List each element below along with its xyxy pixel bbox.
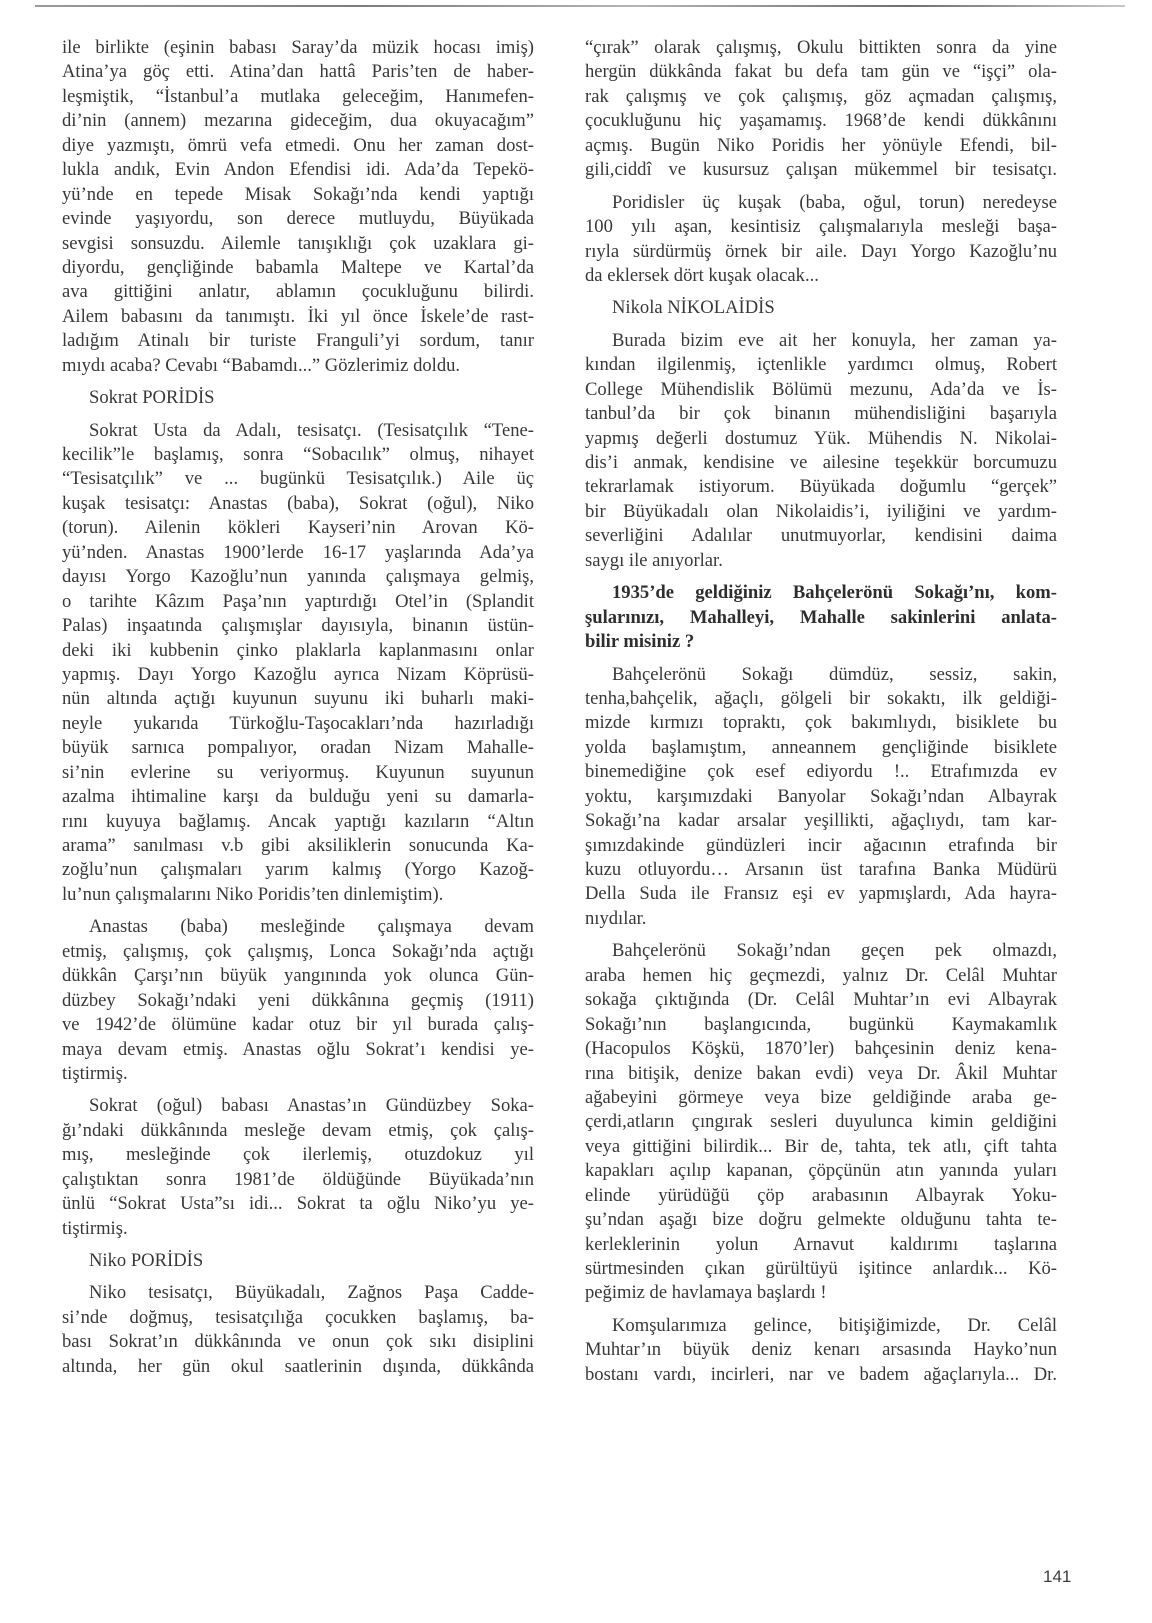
text-line: yolda başlamıştım, anneannem gençliğinde bisiklete xyxy=(585,736,1057,758)
paragraph-sokrat-ogul xyxy=(62,1094,534,1241)
text-line: şımızdakinde gündüzleri incir ağacının etrafında bir xyxy=(585,834,1057,856)
heading-text: Nikola NİKOLAİDİS xyxy=(612,297,775,319)
text-line: düzbey Sokağı’ndaki yeni dükkânına geçmiş (1911) xyxy=(62,989,534,1011)
paragraph-poridisler xyxy=(585,191,1057,289)
text-line: Sokağı’na kadar arsalar yeşillikti, ağaçlıydı, tam kar- xyxy=(585,810,1057,832)
text-line: Burada bizim eve ait her konuyla, her zaman ya- xyxy=(612,329,1057,351)
text-line: tiştirmiş. xyxy=(62,1217,128,1239)
text-line: (torun). Ailenin kökleri Kayseri’nin Arovan Kö- xyxy=(62,517,534,539)
interview-question xyxy=(585,581,1057,654)
text-line: severliğini Adalılar unutmuyorlar, kendisini daima xyxy=(585,525,1057,547)
text-line: kerleklerinin yolun Arnavut kaldırımı taşlarına xyxy=(585,1233,1057,1255)
text-line: peğimiz de havlamaya başlardı ! xyxy=(585,1282,827,1304)
text-line: Bahçelerönü Sokağı dümdüz, sessiz, sakin, xyxy=(612,663,1057,685)
text-line: sokağa çıktığında (Dr. Celâl Muhtar’ın evi Albayrak xyxy=(585,989,1057,1011)
text-line: binemediğine çok esef ediyordu !.. Etrafımızda ev xyxy=(585,761,1057,783)
text-line: kuşak tesisatçı: Anastas (baba), Sokrat (oğul), Niko xyxy=(62,492,534,514)
text-line: Atina’ya göç etti. Atina’dan hattâ Paris’ten de haber- xyxy=(62,61,534,83)
text-line: mış, mesleğinde çok ilerlemiş, otuzdokuz yıl xyxy=(62,1144,534,1166)
text-line: altında, her gün okul saatlerinin dışında, dükkânda xyxy=(62,1355,534,1377)
text-line: yapmış. Dayı Yorgo Kazoğlu ayrıca Nizam Köprüsü- xyxy=(62,663,534,685)
heading-text: Sokrat PORİDİS xyxy=(89,387,215,409)
text-line: ünlü “Sokrat Usta”sı idi... Sokrat ta oğlu Niko’yu ye- xyxy=(62,1193,534,1215)
text-line: gili,ciddî ve kusursuz çalışan mükemmel bir tesisatçı. xyxy=(585,159,1057,181)
text-line: bostanı vardı, incirleri, nar ve badem ağaçlarıyla... Dr. xyxy=(585,1363,1057,1385)
text-line: lu’nun çalışmalarını Niko Poridis’ten dinlemiştim). xyxy=(62,883,444,905)
text-line: da eklersek dört kuşak olacak... xyxy=(585,264,819,286)
section-heading-nikola-nikolaidis xyxy=(585,296,1057,320)
text-line: Della Suda ile Fransız eşi ev yapmışlardı, Ada hayra- xyxy=(585,883,1057,905)
text-line: Muhtar’ın büyük deniz kenarı arsasında Hayko’nun xyxy=(585,1339,1057,1361)
question-line: 1935’de geldiğiniz Bahçelerönü Sokağı’nı, kom- xyxy=(612,582,1057,604)
text-line: arama” sanılması v.b gibi aksiliklerin sonucunda Ka- xyxy=(62,835,534,856)
paragraph-nikolaidis xyxy=(585,329,1057,573)
text-line: kecilik”le başlamış, sonra “Sobacılık” olmuş, nihayet xyxy=(62,444,534,465)
text-line: rına bitişik, denize bakan evdi) veya Dr. Âkil Muhtar xyxy=(585,1062,1057,1084)
text-line: rıyla sürdürmüş örnek bir aile. Dayı Yorgo Kazoğlu’nu xyxy=(585,240,1057,262)
text-line: (Hacopulos Köşkü, 1870’ler) bahçesinin deniz kena- xyxy=(585,1038,1057,1060)
question-line: şularınızı, Mahalleyi, Mahalle sakinlerini anlata- xyxy=(585,606,1057,628)
text-line: dayısı Yorgo Kazoğlu’nun yanında çalışmaya gelmiş, xyxy=(62,566,534,588)
text-line: yü’nden. Anastas 1900’lerde 16-17 yaşlarında Ada’ya xyxy=(62,541,534,563)
text-line: etmiş, çalışmış, çok çalışmış, Lonca Sokağı’nda açtığı xyxy=(62,940,534,962)
text-line: “Tesisatçılık” ve ... bugünkü Tesisatçılık.) Aile üç xyxy=(62,468,534,490)
text-line: deki iki kubbenin çinko plaklarla kaplanmasını onlar xyxy=(62,639,534,661)
text-line: Ailem babasını da tanımıştı. İki yıl önce İskele’de rast- xyxy=(62,305,534,327)
text-line: büyük sarnıca pompalıyor, oradan Nizam Mahalle- xyxy=(62,737,534,759)
text-line: lukla andık, Evin Andon Efendisi idi. Ada’da Tepekö- xyxy=(62,159,534,181)
text-line: şu’ndan aşağı bize doğru gelmekte olduğunu tahta te- xyxy=(585,1209,1057,1231)
text-line: 100 yılı aşan, kesintisiz çalışmalarıyla mesleği başa- xyxy=(585,216,1057,238)
text-line: ve 1942’de ölümüne kadar otuz bir yıl burada çalış- xyxy=(62,1014,534,1036)
paragraph-continued xyxy=(585,36,1057,183)
text-line: kapakları açılıp kapanan, çöpçünün atın yanında yuları xyxy=(585,1160,1057,1182)
text-line: rak çalışmış ve çok çalışmış, göz açmadan çalışmış, xyxy=(585,85,1057,107)
text-line: nün altında açtığı kuyunun suyunu iki buharlı maki- xyxy=(62,688,534,710)
text-line: yoktu, karşımızdaki Banyolar Sokağı’ndan Albayrak xyxy=(585,785,1057,807)
text-line: açmış. Bugün Niko Poridis her yönüyle Efendi, bil- xyxy=(585,134,1057,156)
text-line: kuzu otluyordu… Arsanın üst tarafına Banka Müdürü xyxy=(585,859,1057,880)
header-rule xyxy=(35,5,1125,7)
text-line: saygı ile anıyorlar. xyxy=(585,549,723,571)
text-line: di’nin (annem) mezarına gideceğim, dua okuyacağım” xyxy=(62,110,534,132)
text-line: mıydı acaba? Cevabı “Babamdı...” Gözlerimiz doldu. xyxy=(62,354,461,376)
text-line: elinde yürüdüğü çöp arabasının Albayrak Yoku- xyxy=(585,1184,1057,1206)
text-line: yü’nde en tepede Misak Sokağı’nda kendi yaptığı xyxy=(62,183,534,205)
text-line: çalıştıktan sonra 1981’de öldüğünde Büyükada’nın xyxy=(62,1168,534,1190)
section-heading-niko-poridis xyxy=(62,1249,534,1273)
text-line: zoğlu’nun çalışmaları yarım kalmış (Yorgo Kazoğ- xyxy=(62,859,534,881)
text-line: ava gittiğini anlatır, ablamın çocukluğunu bilirdi. xyxy=(62,281,534,303)
text-line: veya gittiğini bilirdik... Bir de, tahta, tek atlı, çift tahta xyxy=(585,1135,1057,1157)
text-line: sevgisi sonsuzdu. Ailemle tanışıklığı çok uzaklara gi- xyxy=(62,232,534,254)
text-line: Palas) inşaatında çalışmışlar dayısıyla, binanın üstün- xyxy=(62,615,534,637)
text-line: evinde yaşıyordu, son derece mutluydu, Büyükada xyxy=(62,208,534,230)
text-line: Bahçelerönü Sokağı’ndan geçen pek olmazdı, xyxy=(612,940,1057,962)
text-line: diye yazmıştı, ömrü vefa etmedi. Onu her zaman dost- xyxy=(62,134,534,156)
paragraph-sokrat-usta xyxy=(62,419,534,908)
text-line: leşmiştik, “İstanbul’a mutlaka geleceğim, Hanımefen- xyxy=(62,85,534,107)
text-line: “çırak” olarak çalışmış, Okulu bittikten sonra da yine xyxy=(585,37,1057,58)
text-line: tenha,bahçelik, ağaçlı, gölgeli bir sokaktı, ilk geldiği- xyxy=(585,687,1057,709)
text-line: araba hemen hiç geçmezdi, yalnız Dr. Celâl Muhtar xyxy=(585,964,1057,986)
left-column xyxy=(62,36,534,1387)
text-line: Anastas (baba) mesleğinde çalışmaya devam xyxy=(89,916,534,938)
text-line: diyordu, gençliğinde babamla Maltepe ve Kartal’da xyxy=(62,256,534,278)
text-line: bir Büyükadalı olan Nikolaidis’i, iyiliğini ve yardım- xyxy=(585,500,1057,522)
text-line: tekrarlamak istiyorum. Büyükada doğumlu “gerçek” xyxy=(585,476,1057,498)
text-line: College Mühendislik Bölümü mezunu, Ada’da ve İs- xyxy=(585,378,1057,400)
text-line: dükkân Çarşı’nın büyük yangınında yok olunca Gün- xyxy=(62,965,534,987)
paragraph-continued xyxy=(62,36,534,378)
text-line: Niko tesisatçı, Büyükadalı, Zağnos Paşa Cadde- xyxy=(89,1282,534,1304)
text-line: tiştirmiş. xyxy=(62,1062,128,1084)
text-line: ğı’ndaki dükkânında mesleğe devam etmiş, çok çalış- xyxy=(62,1119,534,1141)
paragraph-anastas xyxy=(62,915,534,1086)
text-line: Sokrat (oğul) babası Anastas’ın Gündüzbey Soka- xyxy=(89,1095,534,1117)
text-line: Komşularımıza gelince, bitişiğimizde, Dr. Celâl xyxy=(612,1314,1057,1336)
text-line: si’nin evlerine su veriyormuş. Kuyunun suyunun xyxy=(62,761,534,783)
text-line: sürtmesinden çıkan gürültüyü işitince anlardık... Kö- xyxy=(585,1258,1057,1279)
text-line: dis’i anmak, kendisine ve ailesine teşekkür borcumuzu xyxy=(585,452,1057,473)
paragraph-komsular xyxy=(585,1314,1057,1387)
text-line: si’nde doğmuş, tesisatçılığa çocukken başlamış, ba- xyxy=(62,1306,534,1328)
paragraph-bahcelerönu xyxy=(585,663,1057,932)
text-line: hergün dükkânda fakat bu defa tam gün ve “işçi” ola- xyxy=(585,61,1057,83)
text-line: tanbul’da bir çok binanın mühendisliğini başarıyla xyxy=(585,403,1057,425)
text-line: kından ilgilenmiş, içtenlikle yardımcı olmuş, Robert xyxy=(585,354,1057,376)
heading-text: Niko PORİDİS xyxy=(89,1250,204,1271)
text-line: Sokrat Usta da Adalı, tesisatçı. (Tesisatçılık “Tene- xyxy=(89,419,534,441)
text-line: ile birlikte (eşinin babası Saray’da müzik hocası imiş) xyxy=(62,37,534,58)
section-heading-sokrat-poridis xyxy=(62,386,534,410)
text-line: ladığım Atinalı bir turiste Franguli’yi sordum, tanır xyxy=(62,330,534,352)
page-number: 141 xyxy=(1043,1567,1072,1586)
text-line: nıydılar. xyxy=(585,907,647,929)
text-line: rını kuyuya bağlamış. Ancak yaptığı kazıların “Altın xyxy=(62,810,534,832)
question-line: bilir misiniz ? xyxy=(585,631,695,653)
text-line: yapmış değerli dostumuz Yük. Mühendis N. Nikolai- xyxy=(585,427,1057,449)
text-line: bası Sokrat’ın dükkânında ve onun çok sıkı disiplini xyxy=(62,1331,534,1353)
text-line: Sokağı’nın başlangıcında, bugünkü Kaymakamlık xyxy=(585,1013,1057,1035)
text-line: o tarihte Kâzım Paşa’nın yaptırdığı Otel’in (Splandit xyxy=(62,590,534,612)
text-line: Poridisler üç kuşak (baba, oğul, torun) neredeyse xyxy=(612,191,1057,213)
text-line: ağabeyini görmeye veya bize geldiğinde araba ge- xyxy=(585,1086,1057,1108)
text-line: neyle yukarıda Türkoğlu-Taşocakları’nda hazırladığı xyxy=(62,712,534,734)
text-line: maya devam etmiş. Anastas oğlu Sokrat’ı kendisi ye- xyxy=(62,1038,534,1060)
right-column xyxy=(585,36,1057,1395)
paragraph-niko xyxy=(62,1281,534,1379)
paragraph-sokak-gecen xyxy=(585,939,1057,1306)
text-line: mizde kırmızı topraktı, çok bakımlıydı, bisiklete bu xyxy=(585,712,1057,734)
text-line: azalma ihtimaline karşı da bulduğu yeni su damarla- xyxy=(62,786,534,808)
text-line: çocukluğunu hiç yaşamamış. 1968’de kendi dükkânını xyxy=(585,110,1057,132)
text-line: çerdi,atların çıngırak sesleri duyulunca kimin geldiğini xyxy=(585,1111,1057,1133)
